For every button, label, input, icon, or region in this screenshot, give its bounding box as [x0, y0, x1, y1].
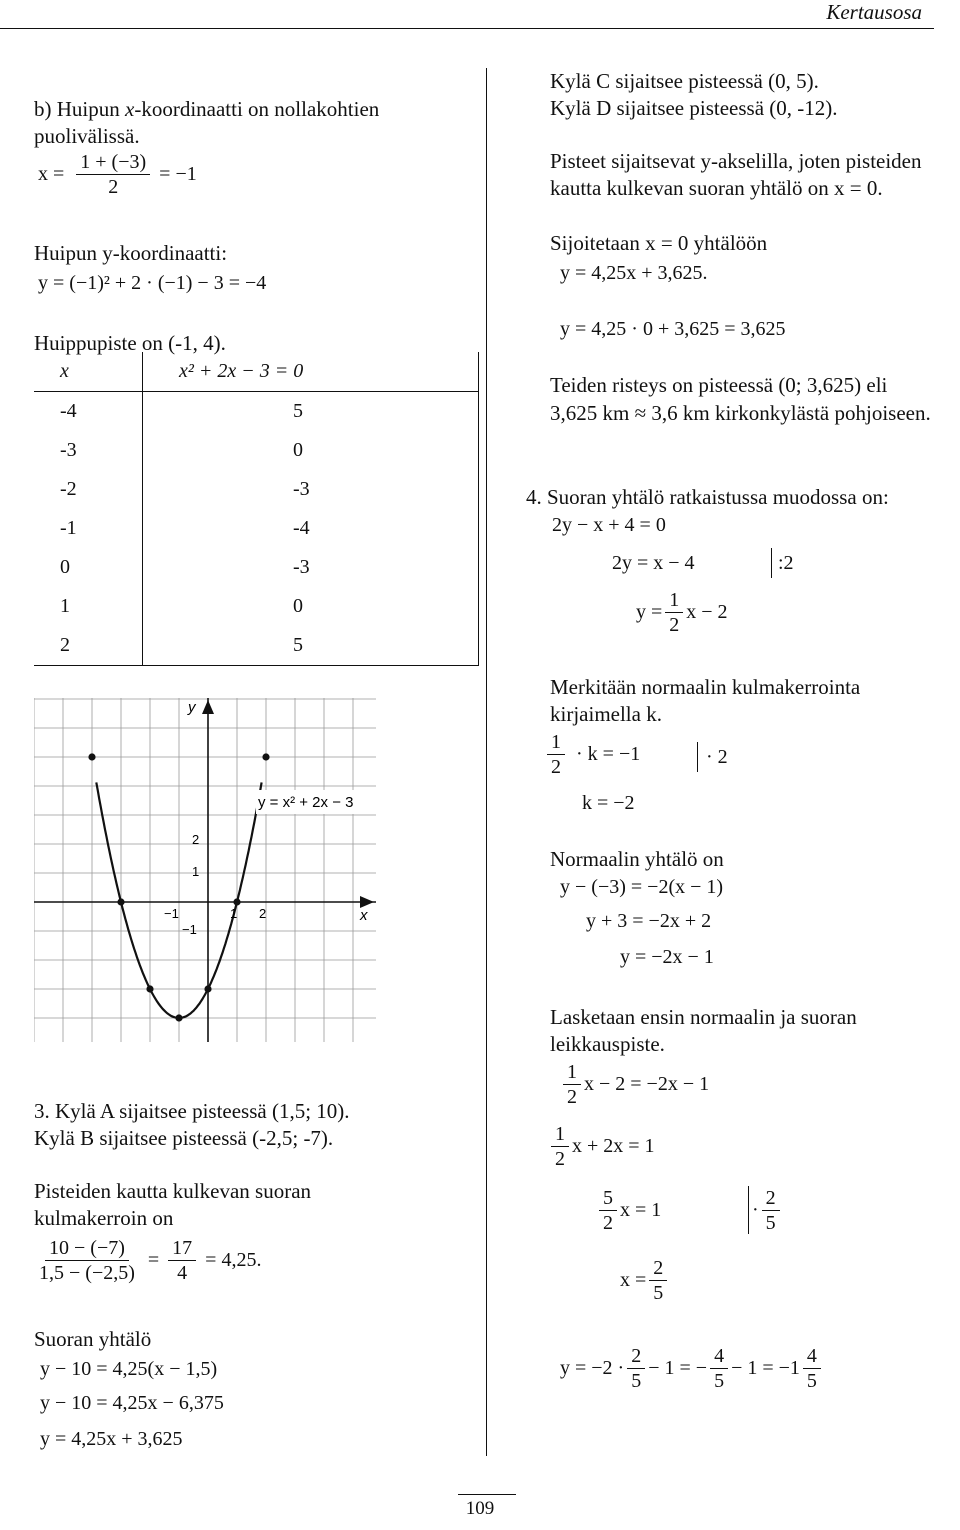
- substitution-eq1: y = 4,25x + 3,625.: [560, 262, 708, 284]
- page-number: 109: [465, 1498, 495, 1519]
- solve-eq1: $\frac{1}{2}$ x − 2 = −2x − 1: [560, 1060, 709, 1109]
- table-cell: 2: [60, 634, 70, 656]
- normal-label: Normaalin yhtälö on: [550, 847, 724, 871]
- y-solution: y = −2 · $\frac{2}{5}$ − 1 = − $\frac{4}{5}$ − 1 = −1 $\frac{4}{5}$: [560, 1344, 824, 1393]
- substitution-eq2: y = 4,25 · 0 + 3,625 = 3,625: [560, 318, 786, 340]
- ex4-eq2: 2y = x − 4: [612, 552, 695, 574]
- table-cell: 1: [60, 595, 70, 617]
- ex3-line3: Pisteiden kautta kulkevan suoran: [34, 1179, 312, 1203]
- table-cell: -3: [60, 439, 77, 461]
- vertex-y-formula: y = (−1)² + 2 · (−1) − 3 = −4: [38, 272, 267, 294]
- table-cell: 0: [143, 587, 479, 626]
- line-eq-2: y − 10 = 4,25x − 6,375: [40, 1392, 224, 1414]
- table-cell: -2: [60, 478, 77, 500]
- vertex-y-label: Huipun y-koordinaatti:: [34, 241, 228, 265]
- table-cell: -4: [143, 509, 479, 548]
- x-vertex-formula: x = $\frac{1 + (-3)}{2}$ = −1: [38, 151, 197, 198]
- table-cell: 5: [143, 626, 479, 666]
- lask-1: Lasketaan ensin normaalin ja suoran: [550, 1005, 857, 1029]
- table-cell: 0: [60, 556, 70, 578]
- footer-rule: [458, 1494, 516, 1495]
- ex3-line1: 3. Kylä A sijaitsee pisteessä (1,5; 10).: [34, 1099, 350, 1123]
- parabola-graph: [34, 698, 376, 1042]
- header-rule: [0, 28, 934, 29]
- normal-eq1: y − (−3) = −2(x − 1): [560, 876, 724, 898]
- table-header-fx: x² + 2x − 3 = 0: [143, 352, 479, 392]
- merk-2: kirjaimella k.: [550, 702, 662, 726]
- ex3-line2: Kylä B sijaitsee pisteessä (-2,5; -7).: [34, 1126, 334, 1150]
- crossing-2: 3,625 km ≈ 3,6 km kirkonkylästä pohjoiseen.: [550, 401, 931, 425]
- ex4-eq3: y = $\frac{1}{2}$ x − 2: [636, 589, 728, 636]
- table-cell: 0: [143, 431, 479, 470]
- ex4-eq1: 2y − x + 4 = 0: [552, 514, 666, 536]
- curve-point: [117, 898, 124, 905]
- normal-eq3: y = −2x − 1: [620, 946, 714, 968]
- ex4-eq2-op: :2: [778, 552, 794, 574]
- village-d: Kylä D sijaitsee pisteessä (0, -12).: [550, 96, 838, 120]
- crossing-1: Teiden risteys on pisteessä (0; 3,625) eli: [550, 373, 888, 397]
- curve-point: [175, 1014, 182, 1021]
- vertex-point: Huippupiste on (-1, 4).: [34, 331, 226, 355]
- table-cell: -3: [143, 470, 479, 509]
- normal-eq2: y + 3 = −2x + 2: [586, 910, 712, 932]
- solve-eq3: $\frac{5}{2}$ x = 1: [596, 1186, 661, 1235]
- k-result: k = −2: [582, 792, 635, 814]
- tick-x-1: 1: [230, 906, 238, 921]
- op-bar: [697, 742, 698, 772]
- tick-x-2: 2: [259, 906, 267, 921]
- village-c: Kylä C sijaitsee pisteessä (0, 5).: [550, 69, 819, 93]
- curve-point: [204, 985, 211, 992]
- curve-point: [262, 753, 269, 760]
- k-op: · 2: [706, 746, 728, 768]
- ex3-line4: kulmakerroin on: [34, 1206, 174, 1230]
- table-cell: -3: [143, 548, 479, 587]
- y-axis-label: y: [188, 699, 196, 716]
- b-intro-line2: puolivälissä.: [34, 124, 140, 148]
- running-header: Kertausosa: [826, 0, 922, 24]
- curve-point: [88, 753, 95, 760]
- tick-x-neg1: −1: [164, 906, 179, 921]
- r-p1: Pisteet sijaitsevat y-akselilla, joten pisteiden: [550, 149, 922, 173]
- line-eq-1: y − 10 = 4,25(x − 1,5): [40, 1358, 218, 1380]
- value-table: [34, 352, 479, 666]
- x-solution: x = $\frac{2}{5}$: [620, 1256, 670, 1305]
- solve-eq2: $\frac{1}{2}$ x + 2x = 1: [548, 1122, 655, 1171]
- b-intro-line1: b) Huipun x-koordinaatti on nollakohtien: [34, 97, 380, 121]
- curve-point: [146, 985, 153, 992]
- table-cell: -1: [60, 517, 77, 539]
- column-divider: [486, 68, 487, 1456]
- table-header-x: x: [34, 352, 143, 392]
- op-bar: [771, 548, 772, 578]
- lask-2: leikkauspiste.: [550, 1032, 665, 1056]
- curve-equation: y = x² + 2x − 3: [258, 794, 354, 811]
- substitution-label: Sijoitetaan x = 0 yhtälöön: [550, 231, 768, 255]
- x-axis-label: x: [360, 907, 368, 924]
- curve-point: [233, 898, 240, 905]
- line-eq-label: Suoran yhtälö: [34, 1327, 152, 1351]
- merk-1: Merkitään normaalin kulmakerrointa: [550, 675, 861, 699]
- solve-eq3-op: · $\frac{2}{5}$: [752, 1186, 783, 1235]
- tick-y-1: 1: [192, 864, 200, 879]
- table-cell: 5: [143, 392, 479, 432]
- tick-y-neg1: −1: [182, 922, 197, 937]
- op-bar: [748, 1186, 749, 1234]
- line-eq-3: y = 4,25x + 3,625: [40, 1428, 183, 1450]
- tick-y-2: 2: [192, 832, 200, 847]
- k-eq: $\frac{1}{2}$ · k = −1: [544, 730, 640, 779]
- table-cell: -4: [60, 400, 77, 422]
- slope-calc: $\frac{10 - (-7)}{1,5 - (-2,5)}$ = $\frac{17}{4}$ = 4,25.: [39, 1237, 262, 1284]
- ex4-intro: 4. Suoran yhtälö ratkaistussa muodossa on:: [526, 485, 889, 509]
- r-p2: kautta kulkevan suoran yhtälö on x = 0.: [550, 176, 883, 200]
